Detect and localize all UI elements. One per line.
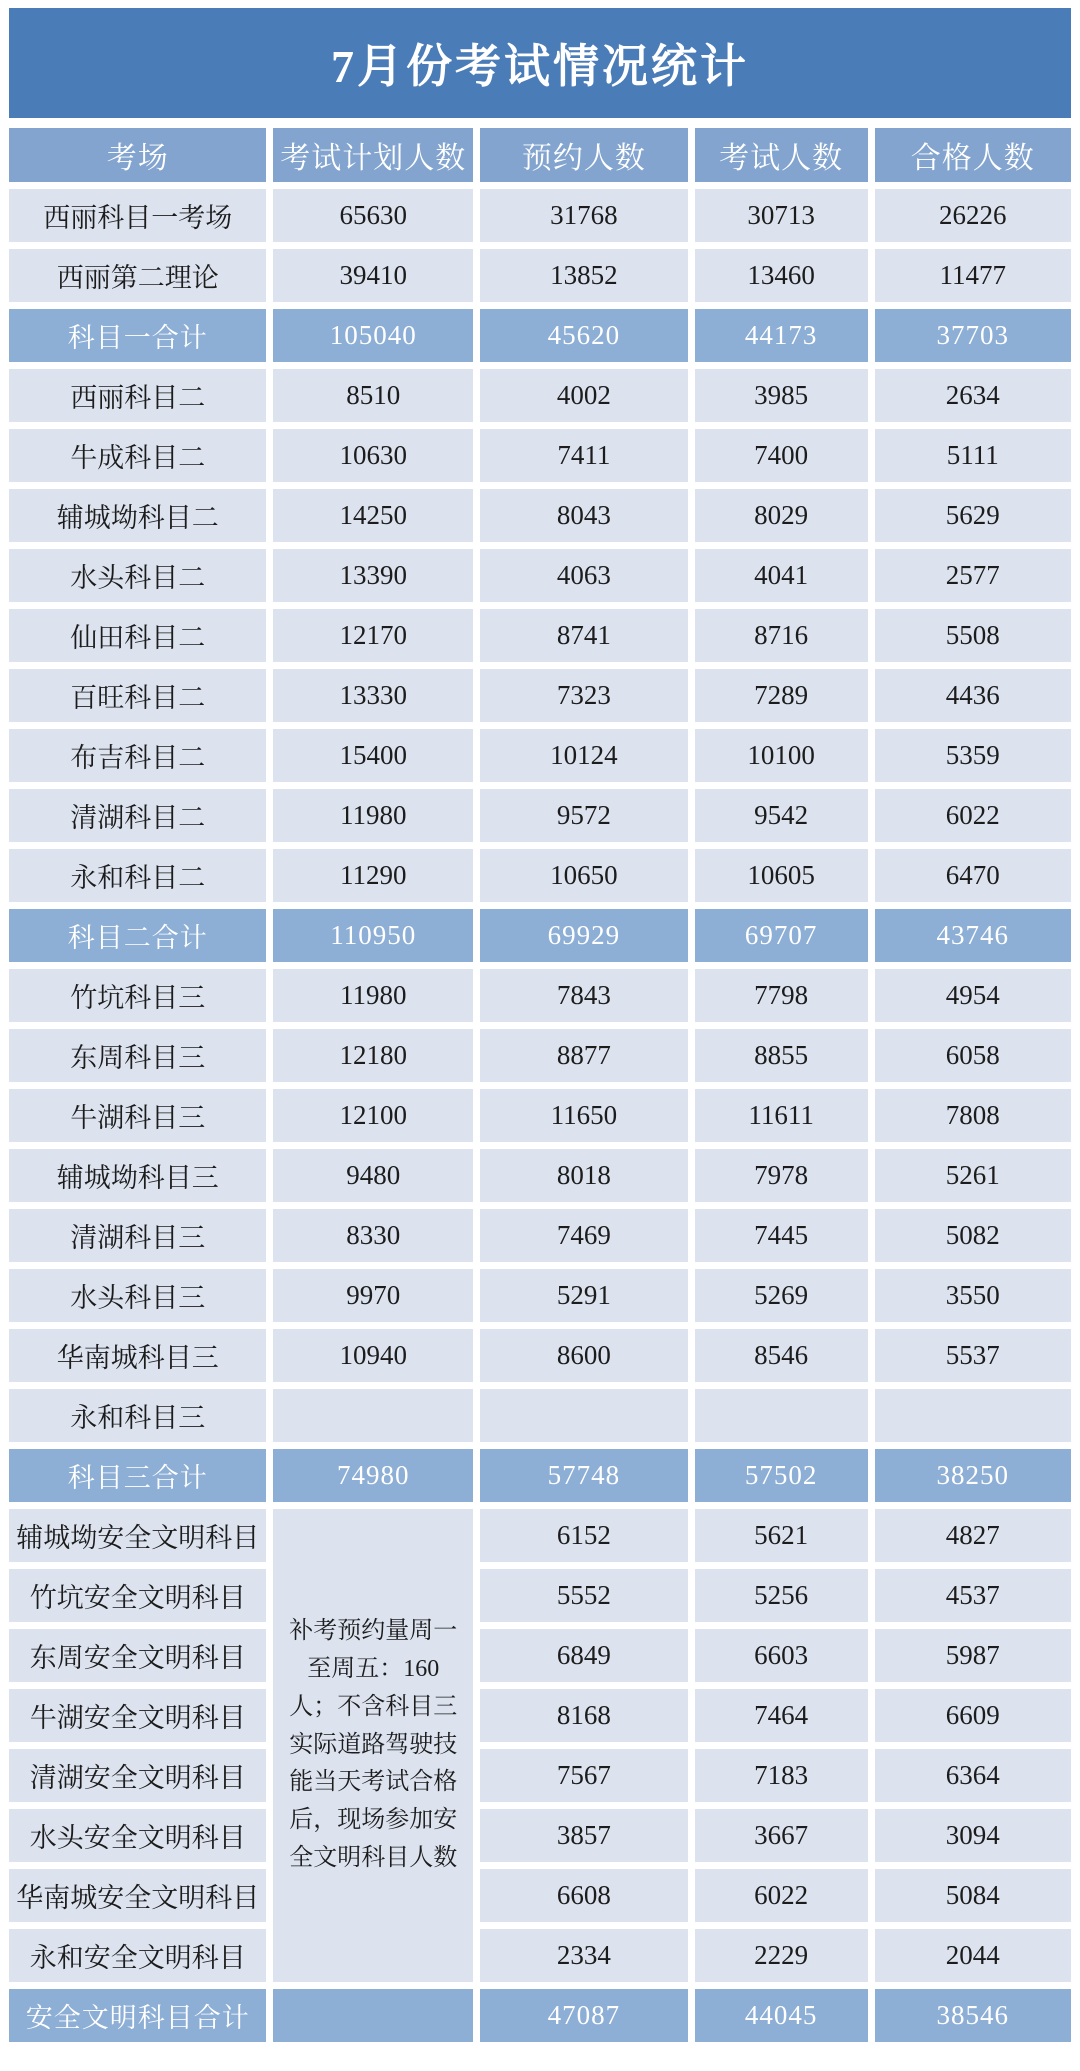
table-row: [9, 1389, 1071, 1442]
value-cell: 13852: [480, 249, 688, 302]
value-cell: 12100: [273, 1089, 473, 1142]
value-cell: 15400: [273, 729, 473, 782]
col-header-booked: 预约人数: [480, 128, 688, 182]
value-cell: 45620: [480, 309, 688, 362]
table-header: [9, 128, 1071, 182]
table-row: [9, 1149, 1071, 1202]
value-cell: 7798: [695, 969, 868, 1022]
value-cell: 11290: [273, 849, 473, 902]
value-cell: 8510: [273, 369, 473, 422]
row-label: 华南城科目三: [9, 1329, 266, 1382]
value-cell: 4537: [875, 1569, 1072, 1622]
value-cell: 13390: [273, 549, 473, 602]
table-row: [9, 249, 1071, 302]
value-cell: 10605: [695, 849, 868, 902]
value-cell: 30713: [695, 189, 868, 242]
table-row: [9, 1749, 1071, 1802]
col-header-venue: 考场: [9, 128, 266, 182]
table-row: [9, 1929, 1071, 1982]
col-header-planned: 考试计划人数: [273, 128, 473, 182]
value-cell: 7464: [695, 1689, 868, 1742]
row-label: 西丽科目二: [9, 369, 266, 422]
value-cell: 6603: [695, 1629, 868, 1682]
value-cell: 8741: [480, 609, 688, 662]
value-cell: [875, 1389, 1072, 1442]
value-cell: 10630: [273, 429, 473, 482]
value-cell: 7808: [875, 1089, 1072, 1142]
value-cell: 11980: [273, 969, 473, 1022]
value-cell: 69929: [480, 909, 688, 962]
note-cell: 补考预约量周一至周五：160人；不含科目三实际道路驾驶技能当天考试合格后，现场参加安全文明科目人数: [273, 1509, 473, 1982]
value-cell: 26226: [875, 189, 1072, 242]
row-label: 清湖科目二: [9, 789, 266, 842]
row-label: 水头科目二: [9, 549, 266, 602]
value-cell: 2044: [875, 1929, 1072, 1982]
value-cell: 3857: [480, 1809, 688, 1862]
value-cell: 6152: [480, 1509, 688, 1562]
value-cell: 7978: [695, 1149, 868, 1202]
value-cell: 7400: [695, 429, 868, 482]
value-cell: 11980: [273, 789, 473, 842]
table-row: [9, 1989, 1071, 2042]
table-row: [9, 1569, 1071, 1622]
value-cell: 5261: [875, 1149, 1072, 1202]
table-row: [9, 729, 1071, 782]
table-row: [9, 849, 1071, 902]
value-cell: 6470: [875, 849, 1072, 902]
row-label: 东周科目三: [9, 1029, 266, 1082]
row-label: 牛湖科目三: [9, 1089, 266, 1142]
value-cell: 47087: [480, 1989, 688, 2042]
value-cell: 9480: [273, 1149, 473, 1202]
value-cell: 8018: [480, 1149, 688, 1202]
table-row: [9, 1509, 1071, 1562]
value-cell: 9970: [273, 1269, 473, 1322]
value-cell: 4827: [875, 1509, 1072, 1562]
row-label: 水头安全文明科目: [9, 1809, 266, 1862]
table-row: [9, 1029, 1071, 1082]
value-cell: 7469: [480, 1209, 688, 1262]
row-label: 清湖安全文明科目: [9, 1749, 266, 1802]
table-body: [9, 189, 1071, 2042]
row-label: 辅城坳科目二: [9, 489, 266, 542]
row-label: 东周安全文明科目: [9, 1629, 266, 1682]
value-cell: 5508: [875, 609, 1072, 662]
value-cell: 8600: [480, 1329, 688, 1382]
table-row: [9, 669, 1071, 722]
row-label: 百旺科目二: [9, 669, 266, 722]
table-row: [9, 189, 1071, 242]
row-label: 辅城坳科目三: [9, 1149, 266, 1202]
table-row: [9, 1329, 1071, 1382]
value-cell: 4002: [480, 369, 688, 422]
row-label: 永和科目二: [9, 849, 266, 902]
value-cell: 2634: [875, 369, 1072, 422]
row-label: 西丽科目一考场: [9, 189, 266, 242]
col-header-passed: 合格人数: [875, 128, 1072, 182]
value-cell: 7567: [480, 1749, 688, 1802]
table-row: [9, 549, 1071, 602]
value-cell: 7411: [480, 429, 688, 482]
value-cell: 37703: [875, 309, 1072, 362]
value-cell: 44173: [695, 309, 868, 362]
value-cell: 5987: [875, 1629, 1072, 1682]
value-cell: 5359: [875, 729, 1072, 782]
value-cell: 74980: [273, 1449, 473, 1502]
table-row: [9, 1629, 1071, 1682]
table-row: [9, 1809, 1071, 1862]
value-cell: 5621: [695, 1509, 868, 1562]
value-cell: 4436: [875, 669, 1072, 722]
value-cell: 5111: [875, 429, 1072, 482]
row-label: 科目一合计: [9, 309, 266, 362]
value-cell: 11650: [480, 1089, 688, 1142]
value-cell: 6608: [480, 1869, 688, 1922]
row-label: 永和科目三: [9, 1389, 266, 1442]
value-cell: 8330: [273, 1209, 473, 1262]
value-cell: [695, 1389, 868, 1442]
value-cell: 5082: [875, 1209, 1072, 1262]
value-cell: 8716: [695, 609, 868, 662]
table-row: [9, 429, 1071, 482]
table-row: [9, 609, 1071, 662]
value-cell: 2229: [695, 1929, 868, 1982]
value-cell: 2334: [480, 1929, 688, 1982]
value-cell: 5256: [695, 1569, 868, 1622]
page-title: 7月份考试情况统计: [9, 8, 1071, 118]
table-row: [9, 1269, 1071, 1322]
value-cell: 10650: [480, 849, 688, 902]
value-cell: 69707: [695, 909, 868, 962]
value-cell: 44045: [695, 1989, 868, 2042]
value-cell: [273, 1389, 473, 1442]
table-row: [9, 1209, 1071, 1262]
value-cell: 3550: [875, 1269, 1072, 1322]
row-label: 仙田科目二: [9, 609, 266, 662]
row-label: 布吉科目二: [9, 729, 266, 782]
table-row: [9, 1869, 1071, 1922]
value-cell: 3985: [695, 369, 868, 422]
table-row: [9, 1449, 1071, 1502]
value-cell: 38546: [875, 1989, 1072, 2042]
value-cell: 7183: [695, 1749, 868, 1802]
value-cell: 5291: [480, 1269, 688, 1322]
value-cell: 6022: [695, 1869, 868, 1922]
row-label: 水头科目三: [9, 1269, 266, 1322]
row-label: 辅城坳安全文明科目: [9, 1509, 266, 1562]
row-label: 牛湖安全文明科目: [9, 1689, 266, 1742]
value-cell: 12180: [273, 1029, 473, 1082]
value-cell: 7323: [480, 669, 688, 722]
value-cell: 43746: [875, 909, 1072, 962]
row-label: 清湖科目三: [9, 1209, 266, 1262]
value-cell: 2577: [875, 549, 1072, 602]
value-cell: 6609: [875, 1689, 1072, 1742]
value-cell: 10940: [273, 1329, 473, 1382]
value-cell: 5552: [480, 1569, 688, 1622]
value-cell: 6849: [480, 1629, 688, 1682]
value-cell: 57502: [695, 1449, 868, 1502]
value-cell: 8029: [695, 489, 868, 542]
value-cell: 6022: [875, 789, 1072, 842]
value-cell: 110950: [273, 909, 473, 962]
value-cell: 4063: [480, 549, 688, 602]
value-cell: 14250: [273, 489, 473, 542]
table-row: [9, 909, 1071, 962]
value-cell: 7289: [695, 669, 868, 722]
value-cell: [273, 1989, 473, 2042]
value-cell: 10124: [480, 729, 688, 782]
value-cell: 8043: [480, 489, 688, 542]
row-label: 安全文明科目合计: [9, 1989, 266, 2042]
row-label: 竹坑科目三: [9, 969, 266, 1022]
row-label: 科目三合计: [9, 1449, 266, 1502]
value-cell: 5629: [875, 489, 1072, 542]
value-cell: 8168: [480, 1689, 688, 1742]
row-label: 华南城安全文明科目: [9, 1869, 266, 1922]
value-cell: 7445: [695, 1209, 868, 1262]
value-cell: 4954: [875, 969, 1072, 1022]
table-row: [9, 969, 1071, 1022]
value-cell: 6058: [875, 1029, 1072, 1082]
value-cell: 7843: [480, 969, 688, 1022]
value-cell: 10100: [695, 729, 868, 782]
value-cell: 6364: [875, 1749, 1072, 1802]
row-label: 永和安全文明科目: [9, 1929, 266, 1982]
value-cell: 5084: [875, 1869, 1072, 1922]
header-row: [9, 128, 1071, 182]
value-cell: 105040: [273, 309, 473, 362]
value-cell: 31768: [480, 189, 688, 242]
value-cell: 8877: [480, 1029, 688, 1082]
row-label: 科目二合计: [9, 909, 266, 962]
value-cell: 11611: [695, 1089, 868, 1142]
row-label: 牛成科目二: [9, 429, 266, 482]
col-header-examined: 考试人数: [695, 128, 868, 182]
value-cell: 9572: [480, 789, 688, 842]
table-row: [9, 789, 1071, 842]
table-row: [9, 1689, 1071, 1742]
value-cell: 57748: [480, 1449, 688, 1502]
value-cell: 3094: [875, 1809, 1072, 1862]
table-row: [9, 1089, 1071, 1142]
value-cell: 12170: [273, 609, 473, 662]
stats-table: [2, 121, 1078, 2049]
value-cell: 13330: [273, 669, 473, 722]
value-cell: 9542: [695, 789, 868, 842]
row-label: 西丽第二理论: [9, 249, 266, 302]
value-cell: 5269: [695, 1269, 868, 1322]
value-cell: 4041: [695, 549, 868, 602]
value-cell: 8855: [695, 1029, 868, 1082]
value-cell: 39410: [273, 249, 473, 302]
value-cell: [480, 1389, 688, 1442]
table-row: [9, 309, 1071, 362]
value-cell: 5537: [875, 1329, 1072, 1382]
value-cell: 8546: [695, 1329, 868, 1382]
table-row: [9, 489, 1071, 542]
value-cell: 38250: [875, 1449, 1072, 1502]
value-cell: 3667: [695, 1809, 868, 1862]
row-label: 竹坑安全文明科目: [9, 1569, 266, 1622]
value-cell: 13460: [695, 249, 868, 302]
table-row: [9, 369, 1071, 422]
value-cell: 11477: [875, 249, 1072, 302]
value-cell: 65630: [273, 189, 473, 242]
